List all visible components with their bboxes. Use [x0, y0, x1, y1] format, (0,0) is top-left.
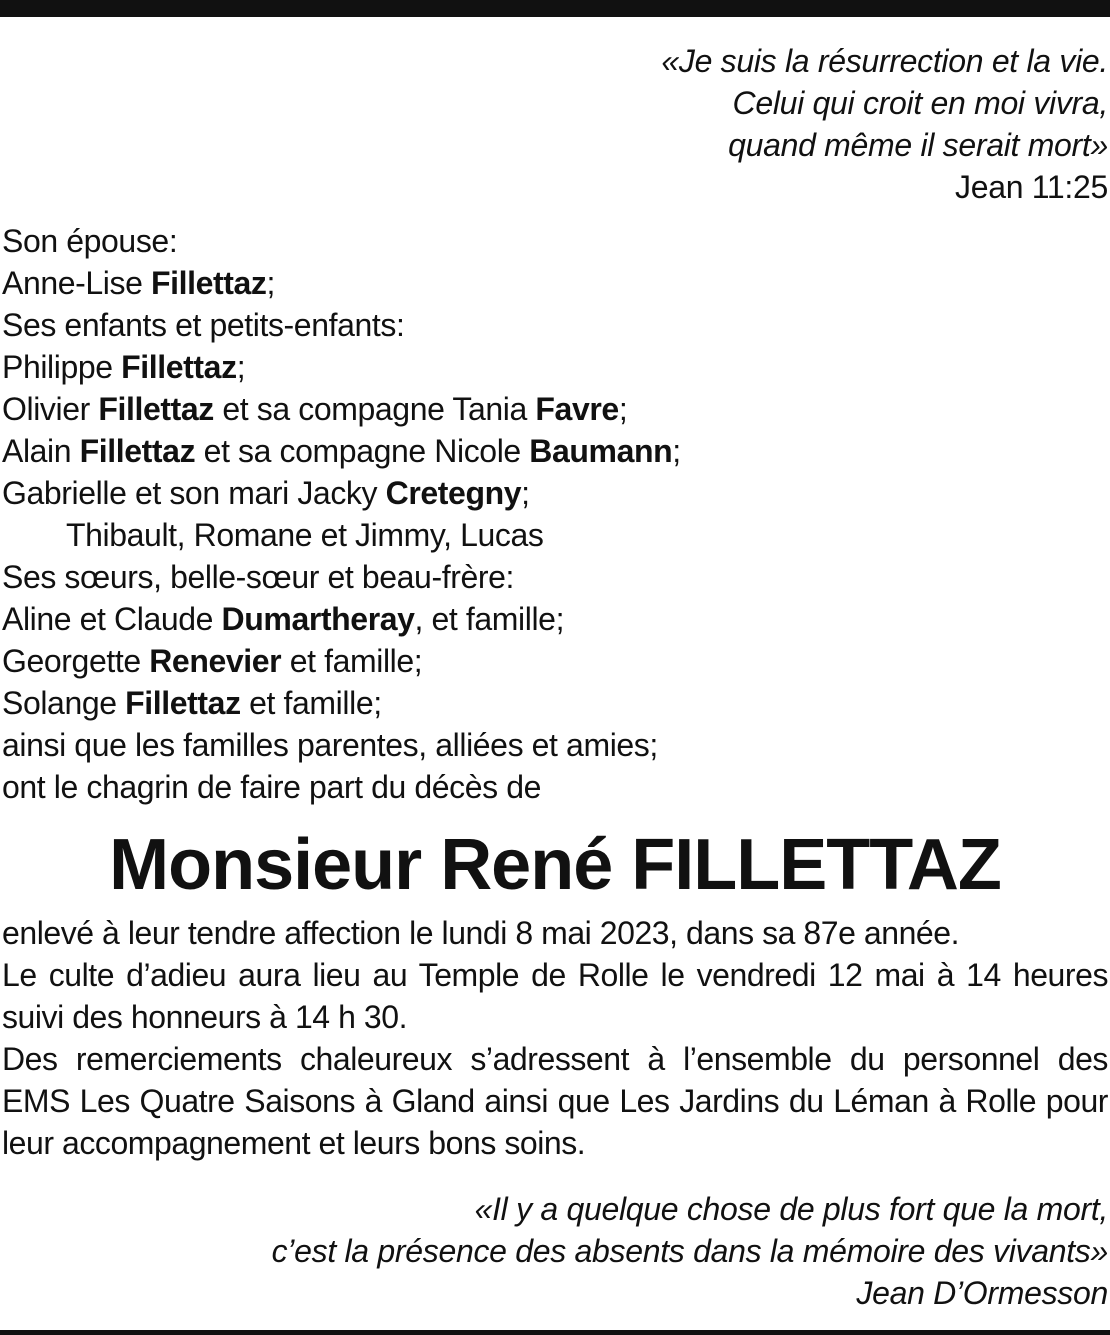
surname: Fillettaz — [98, 391, 214, 427]
announcement-body — [2, 912, 1108, 1164]
closing-quote-line: «Il y a quelque chose de plus fort que la mort, — [474, 1191, 1108, 1227]
family-line: Son épouse: — [2, 223, 178, 259]
given-name: Georgette — [2, 643, 150, 679]
surname: Fillettaz — [125, 685, 241, 721]
body-line: suivi des honneurs à 14 h 30. — [2, 999, 408, 1035]
body-line: Des remerciements chaleureux s’adressent à l’ensemble du personnel des — [2, 1041, 1108, 1077]
given-name: Olivier — [2, 391, 99, 427]
deceased-name: Monsieur René FILLETTAZ — [109, 825, 1001, 905]
punctuation: ; — [521, 475, 530, 511]
epigraph-line: «Je suis la résurrection et la vie. — [661, 43, 1108, 79]
closing-quote-line: c’est la présence des absents dans la mémoire des vivants» — [271, 1233, 1108, 1269]
family-line: ainsi que les familles parentes, alliées et amies; — [2, 727, 658, 763]
surname: Renevier — [149, 643, 282, 679]
epigraph-line: Celui qui croit en moi vivra, — [732, 85, 1108, 121]
body-line: EMS Les Quatre Saisons à Gland ainsi que Les Jardins du Léman à Rolle pour — [2, 1083, 1108, 1119]
punctuation: ; — [266, 265, 276, 301]
surname: Dumartheray — [221, 601, 415, 637]
family-line — [2, 472, 681, 514]
given-name: Philippe — [2, 349, 122, 385]
punctuation: ; — [236, 349, 246, 385]
epigraph-line: quand même il serait mort» — [728, 127, 1108, 163]
surname: Fillettaz — [151, 265, 267, 301]
relation-text: , et famille; — [414, 601, 565, 637]
family-line: ont le chagrin de faire part du décès de — [2, 769, 542, 805]
epigraph-reference: Jean 11:25 — [955, 169, 1108, 205]
family-line: Ses sœurs, belle-sœur et beau-frère: — [2, 559, 514, 595]
family-line — [2, 388, 681, 430]
given-name: Aline et Claude — [2, 601, 222, 637]
family-line — [2, 346, 681, 388]
closing-quote-author: Jean D’Ormesson — [856, 1275, 1108, 1311]
surname: Baumann — [529, 433, 673, 469]
surname: Fillettaz — [121, 349, 237, 385]
family-list — [2, 220, 681, 808]
surname: Fillettaz — [79, 433, 196, 469]
relation-text: et sa compagne Tania — [213, 391, 536, 427]
surname: Cretegny — [385, 475, 522, 511]
given-name: Anne-Lise — [2, 265, 151, 301]
family-line — [2, 598, 681, 640]
body-line: Le culte d’adieu aura lieu au Temple de Rolle le vendredi 12 mai à 14 heures — [2, 957, 1108, 993]
body-line: enlevé à leur tendre affection le lundi 8 mai 2023, dans sa 87e année. — [2, 915, 960, 951]
top-rule — [0, 0, 1110, 17]
bottom-rule — [0, 1330, 1110, 1335]
given-name: Solange — [2, 685, 126, 721]
grandchildren-line: Thibault, Romane et Jimmy, Lucas — [66, 517, 544, 553]
given-name: Gabrielle et son mari Jacky — [2, 475, 386, 511]
relation-text: et famille; — [240, 685, 382, 721]
punctuation: ; — [618, 391, 628, 427]
surname: Favre — [535, 391, 619, 427]
family-line — [2, 430, 681, 472]
closing-quote — [272, 1188, 1108, 1314]
given-name: Alain — [2, 433, 80, 469]
family-line: Ses enfants et petits-enfants: — [2, 307, 405, 343]
family-line — [2, 682, 681, 724]
family-line — [2, 640, 681, 682]
relation-text: et sa compagne Nicole — [195, 433, 530, 469]
body-line: leur accompagnement et leurs bons soins. — [2, 1125, 586, 1161]
punctuation: ; — [672, 433, 681, 469]
epigraph-quote — [661, 40, 1108, 208]
family-line — [2, 262, 681, 304]
relation-text: et famille; — [281, 643, 423, 679]
